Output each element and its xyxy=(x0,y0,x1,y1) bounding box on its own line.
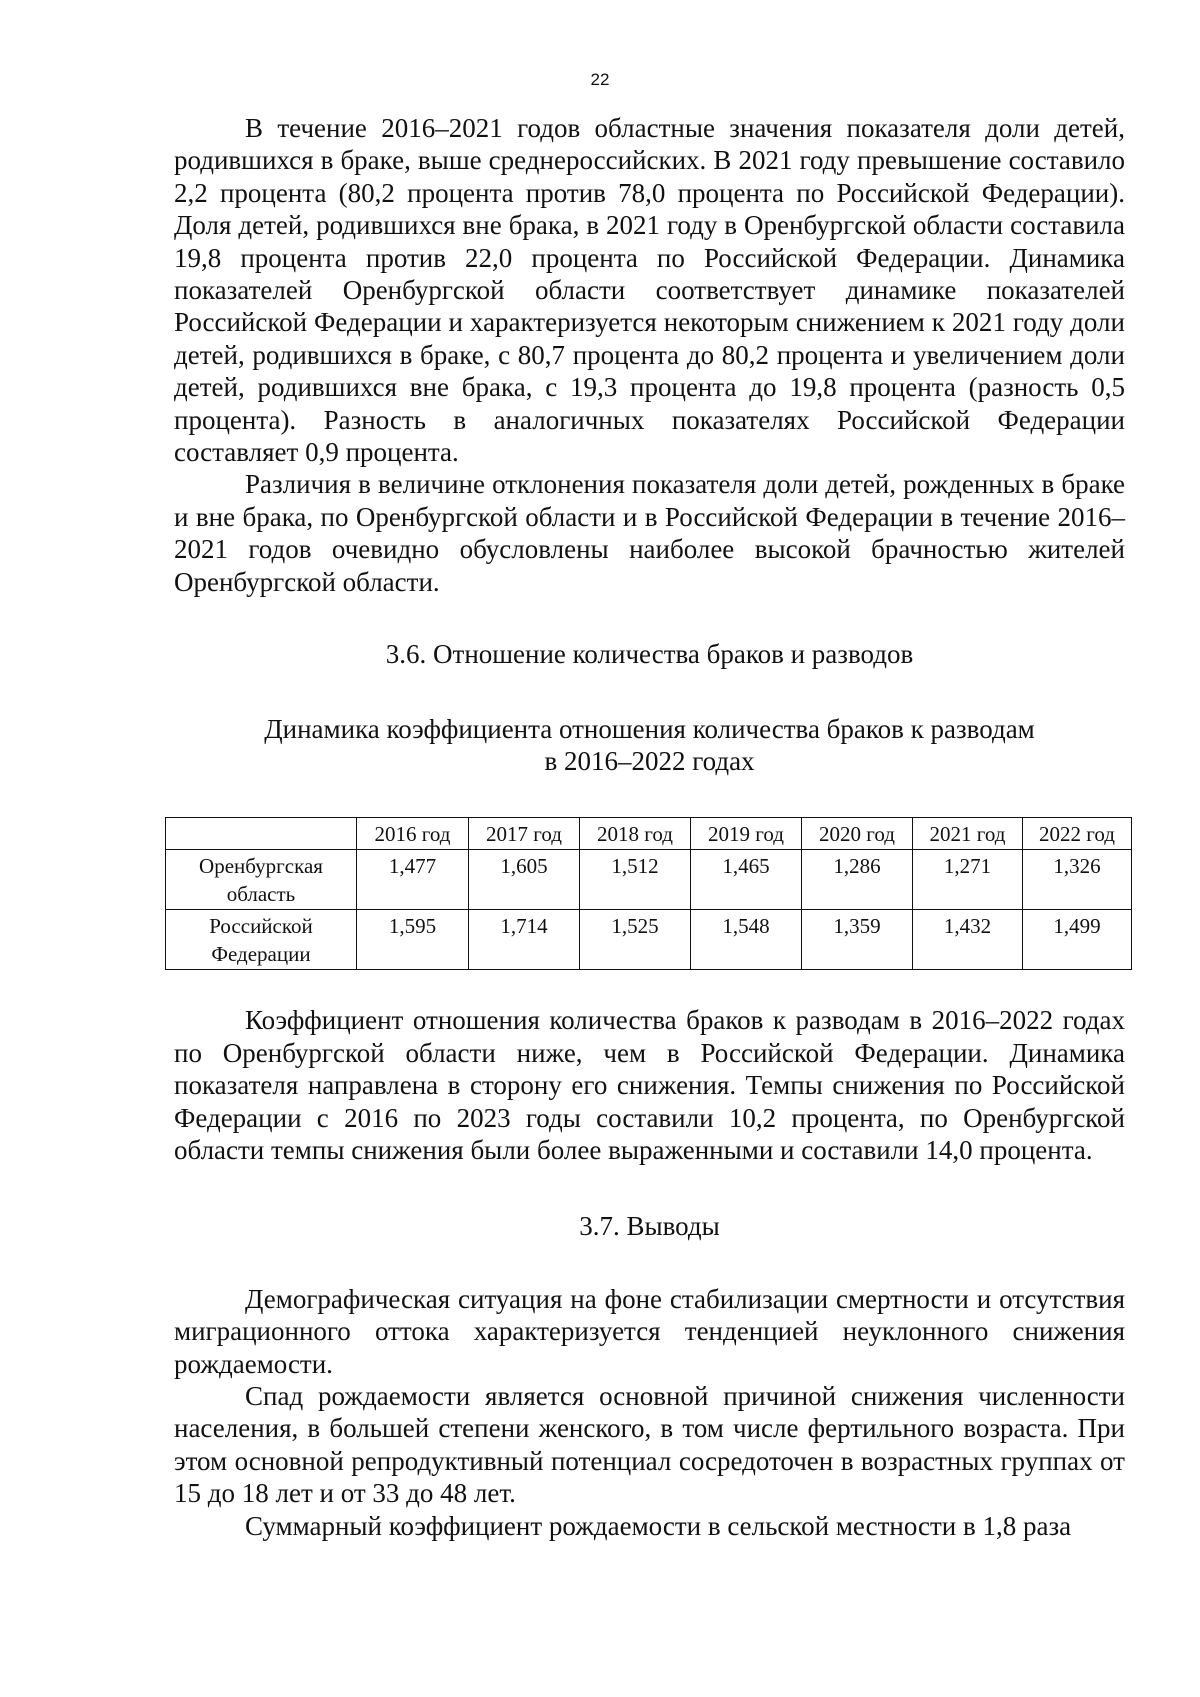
marriage-divorce-ratio-table xyxy=(165,817,1132,970)
table-cell: 1,465 xyxy=(691,850,802,910)
header-cell-2020: 2020 год xyxy=(802,818,913,850)
table-cell: 1,477 xyxy=(357,850,469,910)
table-cell: 1,548 xyxy=(691,910,802,970)
section-heading-3-7: 3.7. Выводы xyxy=(579,1211,720,1242)
table-cell: 1,359 xyxy=(802,910,913,970)
header-cell-empty xyxy=(166,818,357,850)
table-cell: 1,499 xyxy=(1023,910,1132,970)
table-cell: 1,271 xyxy=(913,850,1023,910)
paragraph-birth-share: В течение 2016–2021 годов областные значения показателя доли детей, родившихся в браке, выше среднероссийских. В 2021 году превышение составило 2,2 процента (80,2 процента против 78,0 процента по Российской Федерации). Доля детей, родившихся вне брака, в 2021 году в Оренбургской области составила 19,8 процента против 22,0 процента по Российской Федерации. Динамика показателей Оренбургской области соответствует динамике показателей Российской Федерации и характеризуется некоторым снижением к 2021 году доли детей, родившихся в браке, с 80,7 процента до 80,2 процента и увеличением доли детей, родившихся вне брака, с 19,3 процента до 19,8 процента (разность 0,5 процента). Разность в аналогичных показателях Российской Федерации составляет 0,9 процента. xyxy=(174,113,1125,468)
section-heading-3-6: 3.6. Отношение количества браков и разводов xyxy=(385,639,914,670)
header-cell-2019: 2019 год xyxy=(691,818,802,850)
table-header-row xyxy=(166,818,1132,850)
row-label-orenburg: Оренбургская область xyxy=(166,850,357,910)
paragraph-differences: Различия в величине отклонения показателя доли детей, рожденных в браке и вне брака, по Оренбургской области и в Российской Федерации в течение 2016–2021 годов очевидно обусловлены наиболее высокой брачностью жителей Оренбургской области. xyxy=(174,469,1125,597)
header-cell-2021: 2021 год xyxy=(913,818,1023,850)
table-row xyxy=(166,910,1132,970)
paragraph-fertility-rural: Суммарный коэффициент рождаемости в сельской местности в 1,8 раза xyxy=(245,1510,1072,1541)
document-body xyxy=(174,112,1125,1542)
table-row xyxy=(166,850,1132,910)
paragraph-birth-decline: Спад рождаемости является основной причиной снижения численности населения, в большей степени женского, в том числе фертильного возраста. При этом основной репродуктивный потенциал сосредоточен в возрастных группах от 15 до 18 лет и от 33 до 48 лет. xyxy=(174,1380,1125,1509)
header-cell-2017: 2017 год xyxy=(469,818,580,850)
header-cell-2016: 2016 год xyxy=(357,818,469,850)
header-cell-2018: 2018 год xyxy=(580,818,691,850)
table-caption-line-2: в 2016–2022 годах xyxy=(544,745,755,776)
table-caption-line-1: Динамика коэффициента отношения количества браков к разводам xyxy=(264,713,1035,744)
paragraph-demographic-situation: Демографическая ситуация на фоне стабилизации смертности и отсутствия миграционного оттока характеризуется тенденцией неуклонного снижения рождаемости. xyxy=(174,1283,1125,1379)
table-cell: 1,286 xyxy=(802,850,913,910)
table-cell: 1,525 xyxy=(580,910,691,970)
table-container xyxy=(174,817,1125,970)
row-label-russia: Российской Федерации xyxy=(166,910,357,970)
table-caption xyxy=(174,713,1125,778)
table-cell: 1,512 xyxy=(580,850,691,910)
table-cell: 1,326 xyxy=(1023,850,1132,910)
page-number: 22 xyxy=(590,70,610,89)
table-cell: 1,605 xyxy=(469,850,580,910)
table-cell: 1,432 xyxy=(913,910,1023,970)
paragraph-ratio-analysis: Коэффициент отношения количества браков к разводам в 2016–2022 годах по Оренбургской области ниже, чем в Российской Федерации. Динамика показателя направлена в сторону его снижения. Темпы снижения по Российской Федерации с 2016 по 2023 годы составили 10,2 процента, по Оренбургской области темпы снижения были более выраженными и составили 14,0 процента. xyxy=(174,1005,1125,1165)
table-cell: 1,595 xyxy=(357,910,469,970)
header-cell-2022: 2022 год xyxy=(1023,818,1132,850)
table-cell: 1,714 xyxy=(469,910,580,970)
